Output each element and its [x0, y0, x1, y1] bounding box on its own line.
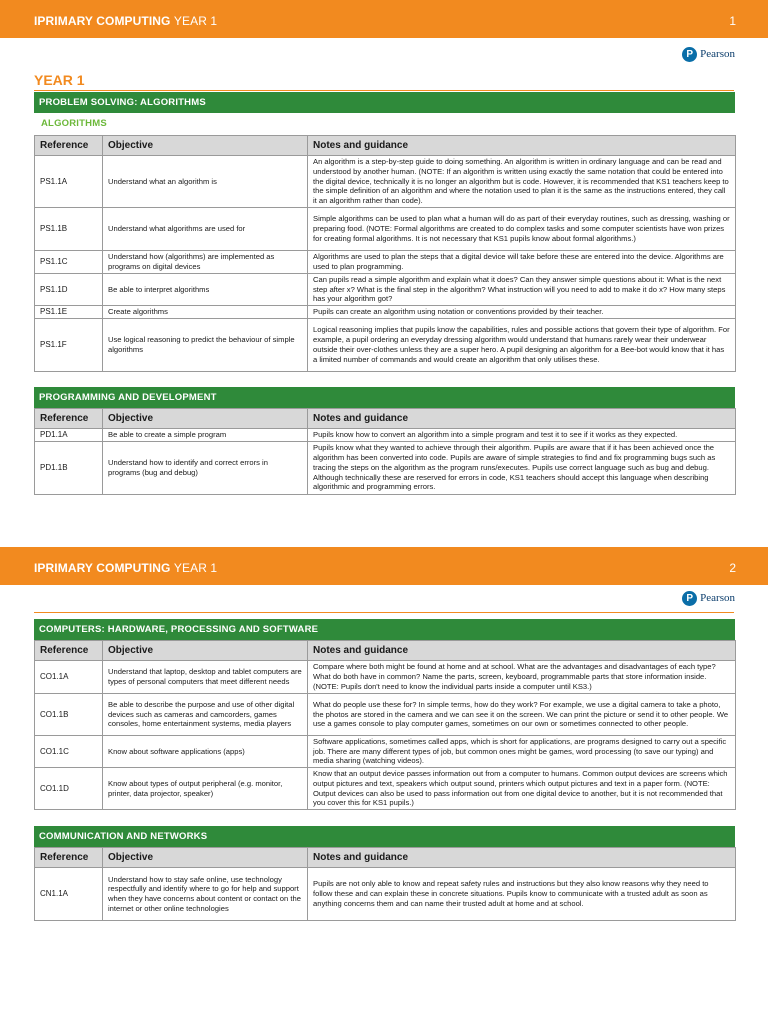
- col-notes: Notes and guidance: [308, 641, 736, 661]
- row-objective: Understand what an algorithm is: [103, 156, 308, 208]
- row-reference: PS1.1F: [35, 318, 103, 371]
- row-objective: Be able to describe the purpose and use of other digital devices such as cameras and camcorders, games consoles, home entertainment systems, media players: [103, 694, 308, 736]
- row-reference: CO1.1A: [35, 661, 103, 694]
- table-row: [35, 768, 736, 810]
- row-notes: Know that an output device passes information out from a computer to humans. Common output devices are screens which output pictures and text, speakers which output sound, printers which output pictures and text in a paper form. (NOTE: Output devices can also be used to pass information out from one digital device to another, but it is not recommended that you cover this for KS1 pupils.): [308, 768, 736, 810]
- row-notes: What do people use these for? In simple terms, how do they work? For example, we use a digital camera to take a photo, the photos are stored in the camera and we can see it on the screen. We can print the picture or send it to other people. We use a games console to play computer games, sometimes on our own or sometimes connected to other people.: [308, 694, 736, 736]
- table-header-row: [35, 136, 736, 156]
- header-title: IPRIMARY COMPUTING YEAR 1: [34, 561, 218, 575]
- row-notes: Algorithms are used to plan the steps that a digital device will take before these are entered into the device. Algorithms are used to plan programming.: [308, 251, 736, 274]
- table-row: [35, 441, 736, 494]
- col-notes: Notes and guidance: [308, 136, 736, 156]
- row-objective: Understand how (algorithms) are implemented as programs on digital devices: [103, 251, 308, 274]
- divider: [34, 90, 734, 91]
- col-reference: Reference: [35, 136, 103, 156]
- row-reference: CO1.1B: [35, 694, 103, 736]
- objectives-table: [34, 847, 736, 921]
- col-notes: Notes and guidance: [308, 848, 736, 868]
- year-heading: YEAR 1: [34, 72, 85, 88]
- row-notes: Simple algorithms can be used to plan what a human will do as part of their everyday routines, such as dressing, washing or preparing food. (NOTE: Formal algorithms are created to do complex tasks and some computer scientists have won prizes for creating formal algorithms. It is not necessary that KS1 pupils know about formal algorithms.): [308, 208, 736, 251]
- row-reference: PD1.1B: [35, 441, 103, 494]
- section-title: PROGRAMMING AND DEVELOPMENT: [34, 387, 735, 408]
- pearson-logo: P Pearson: [682, 589, 735, 607]
- table-row: [35, 156, 736, 208]
- row-reference: CO1.1C: [35, 736, 103, 768]
- row-objective: Be able to create a simple program: [103, 429, 308, 442]
- pearson-logo: P Pearson: [682, 45, 735, 63]
- table-header-row: [35, 409, 736, 429]
- table-row: [35, 306, 736, 319]
- row-notes: Pupils know how to convert an algorithm into a simple program and test it to see if it works as they expected.: [308, 429, 736, 442]
- section-title: COMMUNICATION AND NETWORKS: [34, 826, 735, 847]
- objectives-table: [34, 640, 736, 810]
- table-row: [35, 274, 736, 306]
- page-header: [0, 0, 768, 38]
- row-objective: Know about software applications (apps): [103, 736, 308, 768]
- row-reference: CO1.1D: [35, 768, 103, 810]
- col-reference: Reference: [35, 641, 103, 661]
- table-row: [35, 736, 736, 768]
- row-objective: Be able to interpret algorithms: [103, 274, 308, 306]
- header-title: IPRIMARY COMPUTING YEAR 1: [34, 14, 218, 28]
- row-reference: PS1.1A: [35, 156, 103, 208]
- table-row: [35, 694, 736, 736]
- row-objective: Create algorithms: [103, 306, 308, 319]
- row-objective: Understand how to identify and correct errors in programs (bug and debug): [103, 441, 308, 494]
- table-row: [35, 318, 736, 371]
- row-reference: PS1.1D: [35, 274, 103, 306]
- row-objective: Understand what algorithms are used for: [103, 208, 308, 251]
- table-row: [35, 208, 736, 251]
- objectives-table: [34, 408, 736, 495]
- table-row: [35, 661, 736, 694]
- row-notes: Pupils are not only able to know and repeat safety rules and instructions but they also know reasons why they need to follow these and can explain these in concrete situations. Pupils know to communicate with a trusted adult as soon as anything concerns them and can name their trusted adult at home and at school.: [308, 868, 736, 921]
- table-header-row: [35, 641, 736, 661]
- row-objective: Understand how to stay safe online, use technology respectfully and identify where to go for help and support when they have concerns about content or contact on the internet or other online technologies: [103, 868, 308, 921]
- row-reference: CN1.1A: [35, 868, 103, 921]
- table-row: [35, 429, 736, 442]
- row-notes: An algorithm is a step-by-step guide to doing something. An algorithm is written in ordinary language and can be read and understood by another human. (NOTE: If an algorithm is written using exactly the same notation that could be entered into the digital device, technically it is no longer an algorithm but is code. However, it is recommended that KS1 teachers keep to the simple definition of an algorithm and where the notation used to plan it is the same as the instructions entered, they call it an algorithm rather than code).: [308, 156, 736, 208]
- row-reference: PD1.1A: [35, 429, 103, 442]
- col-notes: Notes and guidance: [308, 409, 736, 429]
- row-notes: Can pupils read a simple algorithm and explain what it does? Can they answer simple questions about it: What is the next step after x? What is the final step in the algorithm? What instruction will you need to add to make it do x? How many steps has your algorithm got?: [308, 274, 736, 306]
- col-reference: Reference: [35, 848, 103, 868]
- pearson-p-icon: P: [682, 591, 697, 606]
- page-number: 1: [729, 14, 736, 28]
- col-objective: Objective: [103, 409, 308, 429]
- col-objective: Objective: [103, 136, 308, 156]
- row-notes: Pupils can create an algorithm using notation or conventions provided by their teacher.: [308, 306, 736, 319]
- row-reference: PS1.1E: [35, 306, 103, 319]
- row-objective: Use logical reasoning to predict the behaviour of simple algorithms: [103, 318, 308, 371]
- divider: [34, 612, 734, 613]
- page-header: [0, 547, 768, 585]
- row-objective: Understand that laptop, desktop and tablet computers are types of personal computers that meet different needs: [103, 661, 308, 694]
- section-title: PROBLEM SOLVING: ALGORITHMS: [34, 92, 735, 113]
- row-reference: PS1.1C: [35, 251, 103, 274]
- col-objective: Objective: [103, 641, 308, 661]
- row-notes: Logical reasoning implies that pupils know the capabilities, rules and possible actions that govern their type of algorithm. For example, a pupil ordering an everyday dressing algorithm would understand that humans rarely wear their underwear outside their over-clothes unless they are a super hero. A pupil designing an algorithm for a Bee-bot would know that it has a limited number of commands and would create an algorithm that only utilises these.: [308, 318, 736, 371]
- page-number: 2: [729, 561, 736, 575]
- row-objective: Know about types of output peripheral (e.g. monitor, printer, data projector, speaker): [103, 768, 308, 810]
- pearson-p-icon: P: [682, 47, 697, 62]
- section-subtitle: ALGORITHMS: [41, 118, 107, 129]
- row-notes: Software applications, sometimes called apps, which is short for applications, are programs designed to carry out a specific job. There are many different types of job, but common ones might be games, word processing (to save our typing) and media sharing (watching videos).: [308, 736, 736, 768]
- row-reference: PS1.1B: [35, 208, 103, 251]
- col-reference: Reference: [35, 409, 103, 429]
- table-header-row: [35, 848, 736, 868]
- table-row: [35, 868, 736, 921]
- table-row: [35, 251, 736, 274]
- objectives-table: [34, 135, 736, 372]
- row-notes: Pupils know what they wanted to achieve through their algorithm. Pupils are aware that if it has been achieved once the algorithm has been converted into code. Pupils are aware of simple strategies to find and fix programming bugs such as tracing the steps on the algorithm as the program runs/executes. Pupils use correct language such as bug and debug. Although technically these are reserved for errors in code, KS1 teachers should accept this language when describing algorithmic and programming errors.: [308, 441, 736, 494]
- col-objective: Objective: [103, 848, 308, 868]
- section-title: COMPUTERS: HARDWARE, PROCESSING AND SOFTWARE: [34, 619, 735, 640]
- row-notes: Compare where both might be found at home and at school. What are the advantages and disadvantages of each type? What do both have in common? Name the parts, screen, keyboard, programmable parts that store information inside. (NOTE: Pupils don't need to know the individual parts inside a computer until KS3.): [308, 661, 736, 694]
